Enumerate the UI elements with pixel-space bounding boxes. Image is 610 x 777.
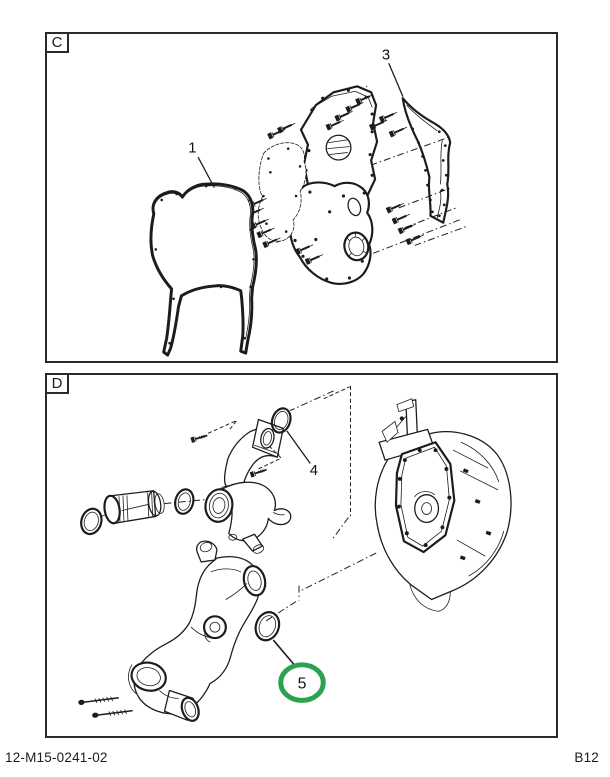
- projection-lines-d: [260, 386, 376, 621]
- callout-item3: [382, 48, 403, 97]
- page-ref: B12: [574, 750, 599, 765]
- panel-d-drawing: [47, 375, 556, 736]
- panel-c-drawing: [47, 34, 556, 361]
- callout-item3-number: 3: [381, 47, 391, 64]
- oring-small-drawing: [78, 506, 104, 536]
- callout-item1: [188, 141, 214, 188]
- panel-c-label: C: [51, 34, 63, 51]
- callout-item4: [287, 431, 318, 479]
- casting-screws-drawing: [78, 696, 133, 718]
- thermostat-housing-drawing: [203, 482, 291, 555]
- panel-d-label: D: [51, 375, 63, 392]
- callout-item4-number: 4: [309, 462, 318, 479]
- panel-d: [45, 373, 558, 738]
- gasket-item3-drawing: [403, 98, 450, 222]
- gasket-item1-drawing: [151, 184, 257, 355]
- callout-item1-number: 1: [188, 140, 197, 157]
- engine-front-view-drawing: [375, 399, 511, 612]
- doc-number: 12-M15-0241-02: [5, 750, 108, 765]
- callout-item5-number[interactable]: 5: [297, 675, 307, 693]
- water-inlet-casting-drawing: [128, 541, 268, 723]
- panel-c: [45, 32, 558, 363]
- oring-item5-drawing: [252, 609, 283, 644]
- callout-item5[interactable]: [273, 640, 323, 700]
- hose-coupling-drawing: [78, 487, 205, 536]
